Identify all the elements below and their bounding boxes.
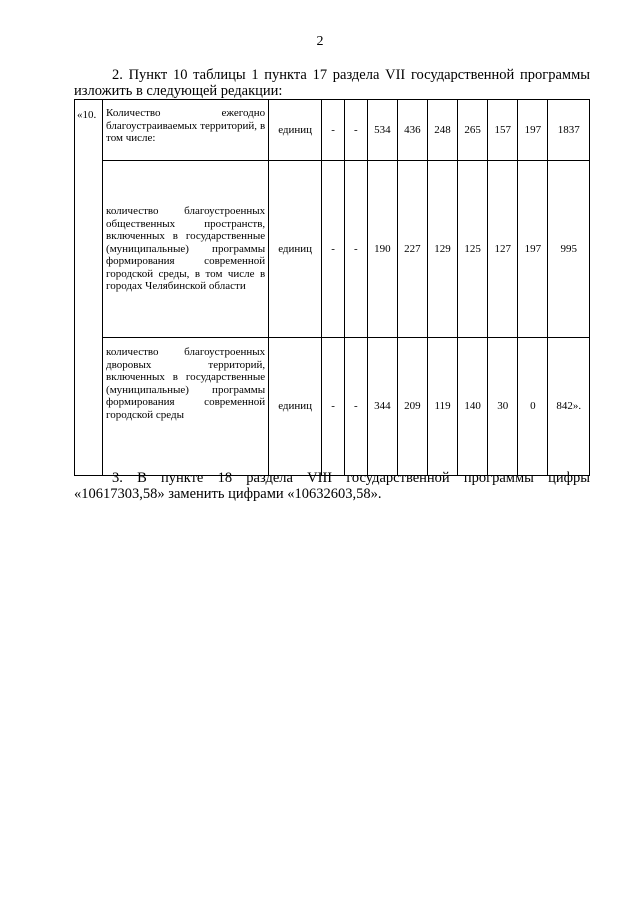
unit-cell: единиц <box>269 161 322 338</box>
value-cell: 436 <box>397 100 427 161</box>
value-cell: 0 <box>518 338 548 476</box>
paragraph-3 <box>74 470 590 502</box>
value-cell: - <box>344 161 367 338</box>
total-cell: 842». <box>548 338 590 476</box>
value-cell: - <box>322 161 345 338</box>
unit-cell: единиц <box>269 100 322 161</box>
indicator-name: Количество ежегодно благоустраиваемых территорий, в том числе: <box>106 107 266 144</box>
value-cell: 157 <box>488 100 518 161</box>
value-cell: 125 <box>458 161 488 338</box>
value-cell: - <box>344 338 367 476</box>
value-cell: 190 <box>367 161 397 338</box>
table-row <box>75 161 590 338</box>
value-cell: 265 <box>458 100 488 161</box>
total-cell: 1837 <box>548 100 590 161</box>
table-row <box>75 338 590 476</box>
indicator-name: количество благоустроенных дворовых территорий, включенных в государственные (муниципальные) программы формирования современной городской среды <box>106 346 266 421</box>
value-cell: 129 <box>427 161 457 338</box>
total-cell: 995 <box>548 161 590 338</box>
unit-cell: единиц <box>269 338 322 476</box>
value-cell: 197 <box>518 161 548 338</box>
paragraph-2-text: 2. Пункт 10 таблицы 1 пункта 17 раздела VII государственной программы изложить в следующей редакции: <box>74 67 590 99</box>
indicator-name-cell <box>103 338 269 476</box>
value-cell: - <box>322 338 345 476</box>
paragraph-2 <box>74 67 590 99</box>
value-cell: - <box>322 100 345 161</box>
indicator-name-cell <box>103 100 269 161</box>
table-row <box>75 100 590 161</box>
value-cell: 30 <box>488 338 518 476</box>
value-cell: 227 <box>397 161 427 338</box>
indicator-name-cell <box>103 161 269 338</box>
value-cell: 197 <box>518 100 548 161</box>
row-number-cell: «10. <box>75 100 103 476</box>
indicator-name: количество благоустроенных общественных пространств, включенных в государственные (муниципальные) программы формирования современной городской среды, в том числе в городах Челябинской области <box>106 205 266 293</box>
value-cell: 344 <box>367 338 397 476</box>
value-cell: 119 <box>427 338 457 476</box>
value-cell: 140 <box>458 338 488 476</box>
page-number: 2 <box>316 34 324 49</box>
paragraph-3-text: 3. В пункте 18 раздела VIII государственной программы цифры «10617303,58» заменить цифрами «10632603,58». <box>74 470 590 502</box>
value-cell: 127 <box>488 161 518 338</box>
program-table <box>74 99 590 476</box>
value-cell: 209 <box>397 338 427 476</box>
value-cell: 534 <box>367 100 397 161</box>
value-cell: 248 <box>427 100 457 161</box>
value-cell: - <box>344 100 367 161</box>
